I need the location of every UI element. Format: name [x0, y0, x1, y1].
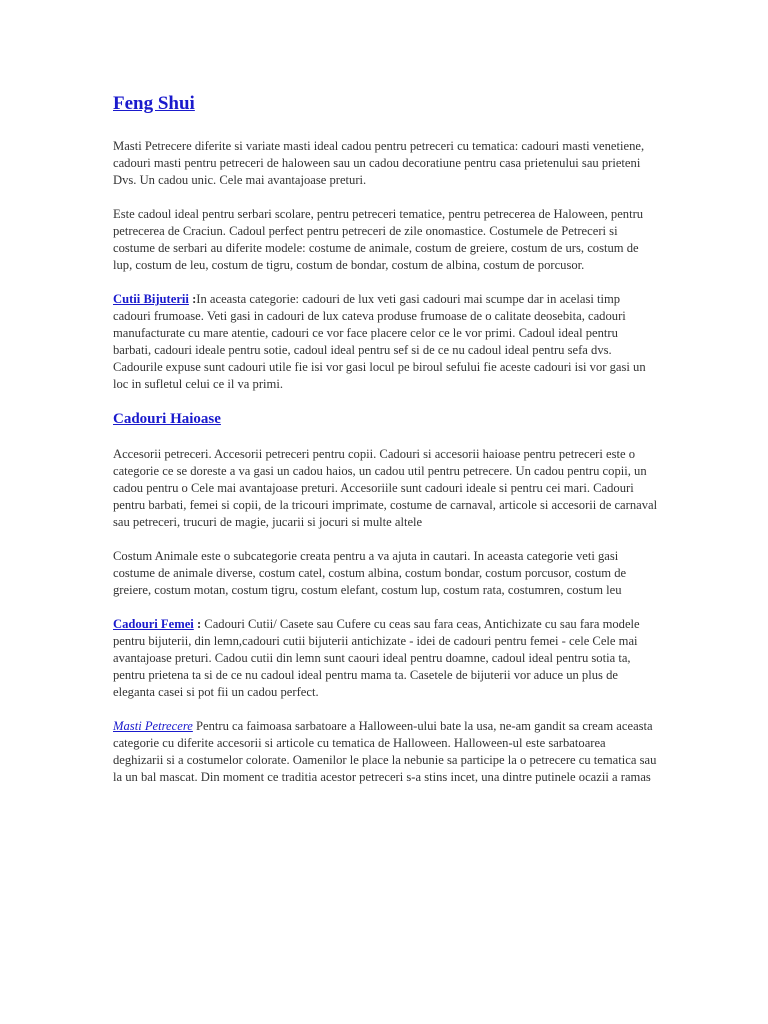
cadouri-haioase-link[interactable]: Cadouri Haioase: [113, 411, 221, 427]
cadouri-femei-link[interactable]: Cadouri Femei: [113, 617, 194, 631]
paragraph-costume: Este cadoul ideal pentru serbari scolare, pentru petreceri tematice, pentru petrecerea de Haloween, pentru petrecerea de Craciun. Cadoul perfect pentru petreceri de zile onomastice. Costumele de Petreceri si costume de serbari au diferite modele: costume de animale, costum de greiere, costum de urs, costum de lup, costum de leu, costum de tigru, costum de bondar, costum de albina, costum de porcusor.: [113, 207, 644, 272]
paragraph-costum-animale: Costum Animale este o subcategorie creata pentru a va ajuta in cautari. In aceasta categorie veti gasi costume de animale diverse, costum catel, costum albina, costum bondar, costum porcusor, costum de greiere, costum motan, costum tigru, costum elefant, costum lup, costum rata, costumren, costum leu: [113, 549, 627, 597]
page-title: [113, 92, 658, 116]
cutii-colon: :: [188, 292, 197, 306]
masti-text: Pentru ca faimoasa sarbatoare a Halloween-ului bate la usa, ne-am gandit sa cream aceasta categorie cu diferite accesorii si articole cu tematica de Halloween. Halloween-ul este sarbatoarea deghizarii si a costumelor colorate. Oamenilor le place la nebunie sa participe la o petrecere cu tematica sau la un bal mascat. Din moment ce traditia acestor petreceri s-a stins incet, una dintre putinele ocazii a ramas: [113, 719, 657, 784]
femei-text: Cadouri Cutii/ Casete sau Cufere cu ceas sau fara ceas, Antichizate cu sau fara modele pentru bijuterii, din lemn,cadouri cutii bijuterii antichizate - idei de cadouri pentru femei - cele Cele mai avantajoase preturi. Cadou cutii din lemn sunt caouri ideal pentru doamne, cadoul ideal pentru sotia ta, pentru prietena ta si de ce nu cadoul ideal pentru mama ta. Casetele de bijuterii vor aduce un plus de eleganta casei si pot fii un cadou perfect.: [113, 617, 640, 699]
masti-petrecere-link[interactable]: Masti Petrecere: [113, 719, 193, 733]
paragraph-accesorii: Accesorii petreceri. Accesorii petreceri pentru copii. Cadouri si accesorii haioase pentru petreceri este o categorie ce se doreste a va gasi un cadou haios, un cadou util pentru petrecere. Un cadou pentru copii, un cadou pentru o Cele mai avantajoase preturi. Accesoriile sunt cadouri ideale si pentru cei mari. Cadouri pentru barbati, femei si copii, de la tricouri imprimate, costume de carnaval, articole si accesorii de carnaval sau petreceri, trucuri de magie, jucarii si jocuri si multe altele: [113, 447, 658, 529]
article-body: [113, 92, 658, 803]
paragraph-cadouri-femei: [113, 616, 658, 701]
cutii-bijuterii-link[interactable]: Cutii Bijuterii: [113, 292, 189, 306]
paragraph-cutii-bijuterii: [113, 291, 658, 393]
section-heading-cadouri-haioase: [113, 410, 658, 429]
cutii-text: In aceasta categorie: cadouri de lux veti gasi cadouri mai scumpe dar in acelasi timp cadouri frumoase. Veti gasi in cadouri de lux cateva produse frumoase de o calitate deosebita, cadouri manufacturate cu mare atentie, cadouri ce vor face placere celor ce le vor primi. Cadoul ideal pentru barbati, cadouri ideale pentru sotie, cadoul ideal pentru sef si de ce nu cadoul ideal pentru sefa dvs. Cadourile expuse sunt cadouri utile fie isi vor gasi locul pe biroul sefului fie aceste cadouri isi vor gasi un loc in sufletul celui ce il va primi.: [113, 292, 646, 391]
femei-colon: :: [193, 617, 202, 631]
paragraph-intro: Masti Petrecere diferite si variate masti ideal cadou pentru petreceri cu tematica: cadouri masti venetiene, cadouri masti pentru petreceri de haloween sau un cadou decoratiune pentru casa prietenului sau prieteni Dvs. Un cadou unic. Cele mai avantajoase preturi.: [113, 139, 645, 187]
paragraph-masti-petrecere: [113, 718, 658, 786]
title-link[interactable]: Feng Shui: [113, 93, 195, 114]
